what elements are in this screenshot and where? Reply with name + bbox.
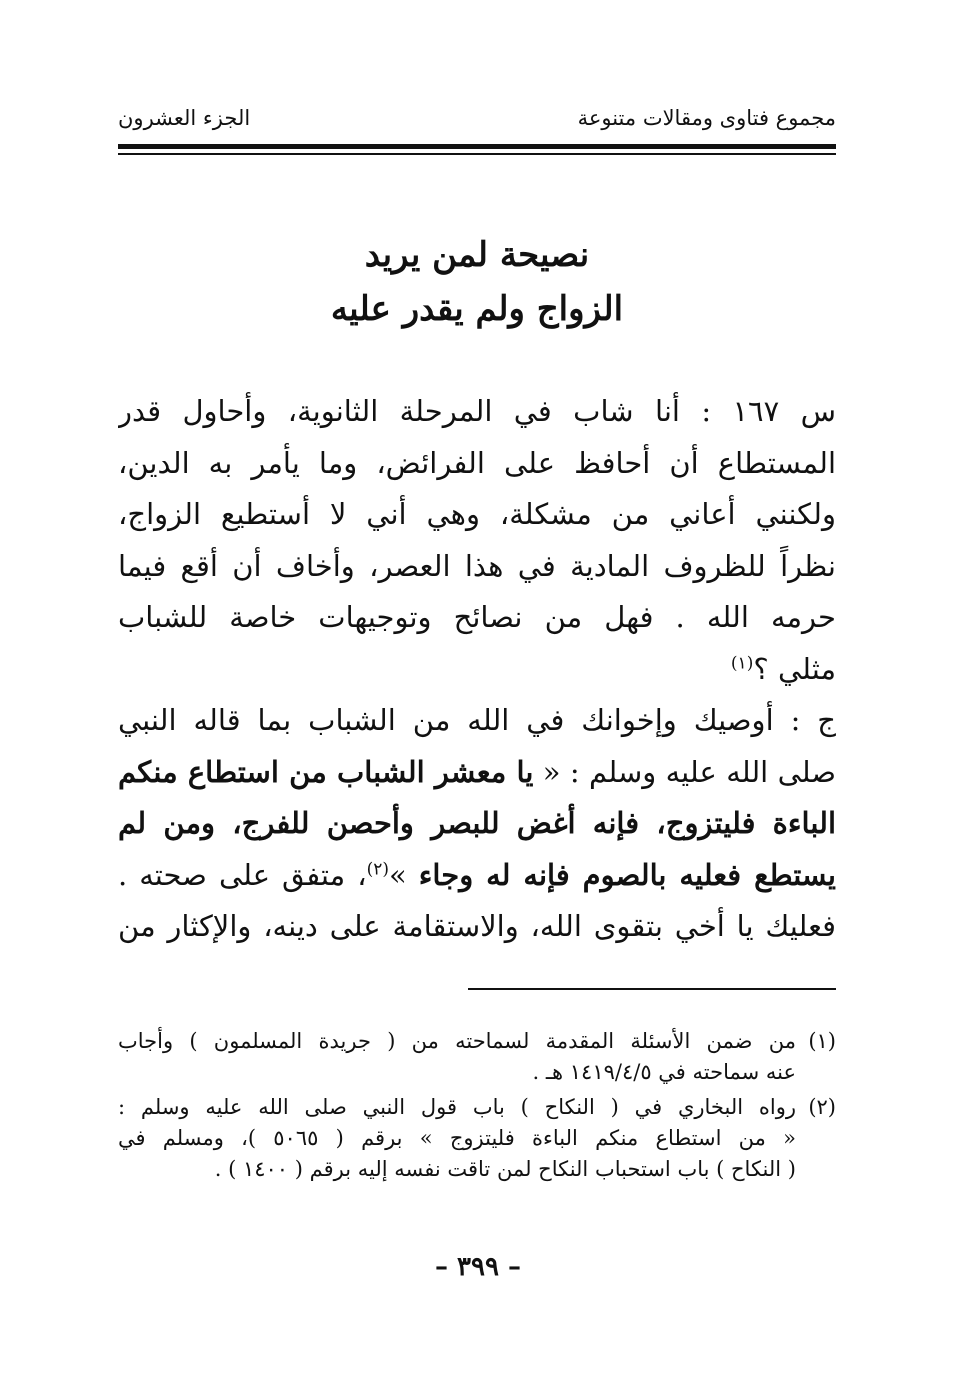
question-line: ولكنني أعاني من مشكلة، وهي أني لا أستطيع الزواج، xyxy=(118,497,836,531)
footnote-line: من ضمن الأسئلة المقدمة لسماحته من ( جريدة المسلمون ) وأجاب xyxy=(118,1029,796,1053)
question-text-end: مثلي ؟ xyxy=(753,651,836,686)
page-number: – ٣٩٩ – xyxy=(434,1252,522,1282)
footnote-text xyxy=(118,1092,796,1185)
answer-line: فعليك يا أخي بتقوى الله، والاستقامة على دينه، والإكثار من xyxy=(118,909,836,943)
book-title: مجموع فتاوى ومقالات متنوعة xyxy=(577,106,836,130)
footnotes xyxy=(118,1026,836,1189)
answer-line xyxy=(118,747,836,799)
question-line: المستطاع أن أحافظ على الفرائض، وما يأمر به الدين، xyxy=(118,445,836,480)
footnote-line: عنه سماحته في ١٤١٩/٤/٥ هـ . xyxy=(532,1060,796,1084)
footnote xyxy=(118,1092,836,1185)
article-title xyxy=(118,228,836,336)
footnote-ref-1: (١) xyxy=(730,652,754,673)
running-header xyxy=(118,100,836,136)
question-line: نظراً للظروف المادية في هذا العصر، وأخاف أن أقع فيما xyxy=(118,548,836,583)
answer-plain: ، متفق على صحته . xyxy=(118,857,367,892)
footnote-line: رواه البخاري في ( النكاح ) باب قول النبي صلى الله عليه وسلم : xyxy=(118,1095,796,1119)
footnote-ref-2: (٢) xyxy=(366,858,390,879)
footnote-number: (٢) xyxy=(808,1095,836,1119)
footnote-line: ( النكاح ) باب استحباب النكاح لمن تاقت نفسه إليه برقم ( ١٤٠٠ ) . xyxy=(214,1157,796,1181)
answer-plain: صلى الله عليه وسلم : « xyxy=(533,754,836,789)
hadith-quote-end: يستطع فعليه بالصوم فإنه له وجاء xyxy=(418,857,836,892)
volume-title: الجزء العشرون xyxy=(118,106,251,130)
hadith-quote-line: الباءة فليتزوج، فإنه أغض للبصر وأحصن للفرج، ومن لم xyxy=(118,806,836,840)
question-line: حرمه الله . فهل من نصائح وتوجيهات خاصة للشباب xyxy=(118,600,836,634)
footnote-number: (١) xyxy=(808,1029,836,1053)
title-line: نصيحة لمن يريد xyxy=(364,235,590,275)
header-rule-thin xyxy=(118,153,836,155)
footnote-separator xyxy=(468,988,836,990)
footnote-text xyxy=(118,1026,796,1088)
answer-line xyxy=(118,850,836,902)
question-line-last xyxy=(118,644,836,696)
footnote-line: « من استطاع منكم الباءة فليتزوج » برقم ( ٥٠٦٥ )، ومسلم في xyxy=(118,1126,796,1150)
question-line: س ١٦٧ : أنا شاب في المرحلة الثانوية، وأحاول قدر xyxy=(118,394,836,428)
article-body xyxy=(118,386,836,953)
footnote xyxy=(118,1026,836,1088)
title-line: الزواج ولم يقدر عليه xyxy=(330,289,624,329)
quote-close: » xyxy=(389,857,419,892)
hadith-quote: يا معشر الشباب من استطاع منكم xyxy=(118,754,534,789)
header-rule-thick xyxy=(118,144,836,149)
answer-line: ج : أوصيك وإخوانك في الله من الشباب بما قاله النبي xyxy=(118,703,836,737)
